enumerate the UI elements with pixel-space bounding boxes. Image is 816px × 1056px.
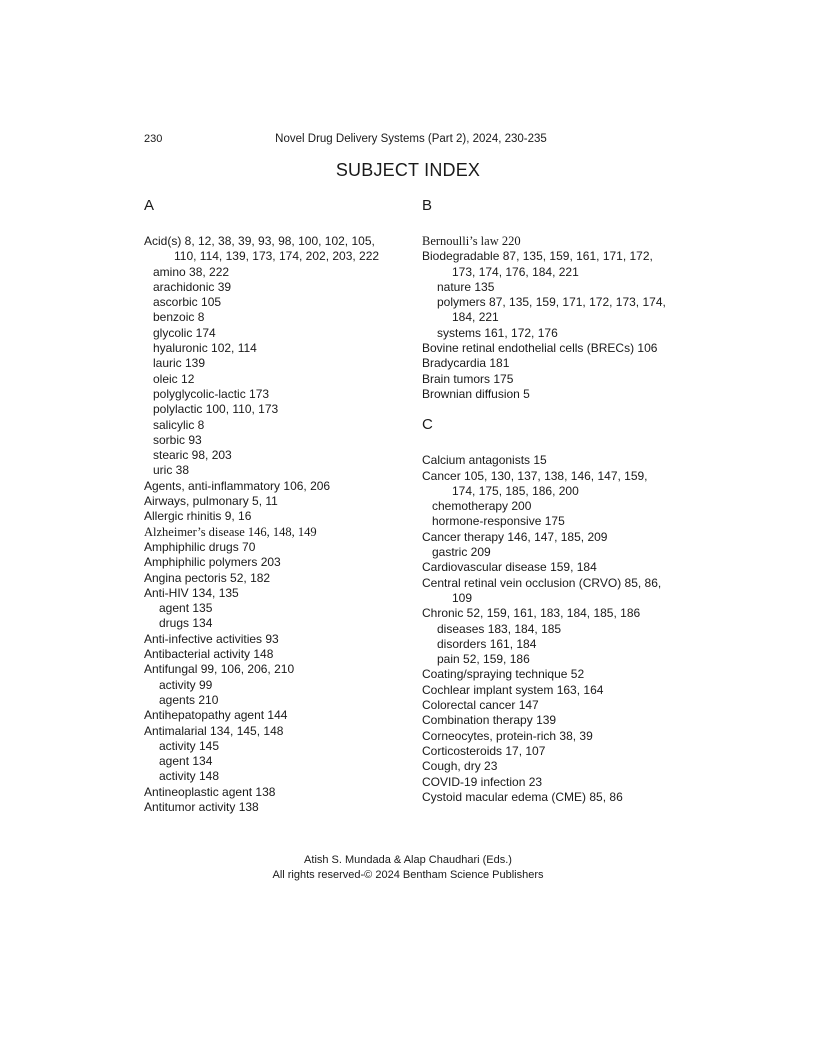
index-subentry: salicylic 8 <box>153 417 205 432</box>
index-subentry: oleic 12 <box>153 371 195 386</box>
index-subentry: glycolic 174 <box>153 325 216 340</box>
index-entry: Cough, dry 23 <box>422 759 498 774</box>
index-entry: Central retinal vein occlusion (CRVO) 85, 86, <box>422 575 662 590</box>
page-number: 230 <box>144 133 163 145</box>
index-entry-continuation: 109 <box>452 590 473 605</box>
index-subentry: systems 161, 172, 176 <box>437 325 558 340</box>
index-subentry: gastric 209 <box>432 545 491 560</box>
index-entry: Anti-infective activities 93 <box>144 631 279 646</box>
index-subentry: chemotherapy 200 <box>432 499 532 514</box>
index-subentry: sorbic 93 <box>153 432 202 447</box>
index-entry: Acid(s) 8, 12, 38, 39, 93, 98, 100, 102, 105, <box>144 234 375 248</box>
index-entry: Antineoplastic agent 138 <box>144 784 276 799</box>
index-subentry: hyaluronic 102, 114 <box>153 341 257 356</box>
index-entry: Antibacterial activity 148 <box>144 647 274 662</box>
index-subentry: amino 38, 222 <box>153 264 230 279</box>
index-entry: Biodegradable 87, 135, 159, 161, 171, 172, <box>422 249 653 264</box>
index-subentry: activity 99 <box>159 677 213 692</box>
index-subentry: stearic 98, 203 <box>153 448 232 463</box>
running-head: Novel Drug Delivery Systems (Part 2), 2024, 230-235 <box>275 133 547 145</box>
index-entry: Cystoid macular edema (CME) 85, 86 <box>422 789 623 804</box>
index-column-right <box>422 197 692 805</box>
footer-editors: Atish S. Mundada & Alap Chaudhari (Eds.) <box>304 854 512 866</box>
index-entry: Cancer 105, 130, 137, 138, 146, 147, 159, <box>422 468 648 483</box>
index-entry: Calcium antagonists 15 <box>422 453 547 468</box>
index-subentry: arachidonic 39 <box>153 279 232 294</box>
index-subentry: ascorbic 105 <box>153 295 222 310</box>
index-entry-continuation: 110, 114, 139, 173, 174, 202, 203, 222 <box>174 249 380 264</box>
index-entry-continuation: 174, 175, 185, 186, 200 <box>452 483 579 498</box>
index-subentry: hormone-responsive 175 <box>432 514 565 529</box>
index-subentry: uric 38 <box>153 463 190 478</box>
index-entry-continuation: 184, 221 <box>452 310 499 325</box>
index-entry: Combination therapy 139 <box>422 713 557 728</box>
index-subentry: agent 135 <box>159 601 213 616</box>
index-entry: Cochlear implant system 163, 164 <box>422 682 604 697</box>
index-subentry: disorders 161, 184 <box>437 636 537 651</box>
index-entry: Brownian diffusion 5 <box>422 386 530 401</box>
index-entry: Coating/spraying technique 52 <box>422 667 585 682</box>
index-subentry: polyglycolic-lactic 173 <box>153 386 270 401</box>
footer <box>0 853 816 882</box>
index-entry: Antihepatopathy agent 144 <box>144 708 288 723</box>
index-entry: Chronic 52, 159, 161, 183, 184, 185, 186 <box>422 606 641 621</box>
index-entry: Antifungal 99, 106, 206, 210 <box>144 662 295 677</box>
index-entry: Antitumor activity 138 <box>144 799 259 814</box>
section-letter-c: C <box>422 416 433 434</box>
index-entry: Bovine retinal endothelial cells (BRECs) 106 <box>422 341 658 356</box>
index-subentry: drugs 134 <box>159 616 213 631</box>
index-subentry: benzoic 8 <box>153 310 205 325</box>
index-subentry: lauric 139 <box>153 356 206 371</box>
index-subentry: polymers 87, 135, 159, 171, 172, 173, 174, <box>437 295 666 310</box>
index-entry: Amphiphilic drugs 70 <box>144 539 256 554</box>
section-letter-b: B <box>422 197 433 214</box>
index-entry: Antimalarial 134, 145, 148 <box>144 723 284 738</box>
index-subentry: diseases 183, 184, 185 <box>437 621 562 636</box>
index-entry: Agents, anti-inflammatory 106, 206 <box>144 478 331 493</box>
index-entry: Corticosteroids 17, 107 <box>422 743 546 758</box>
index-entry: Bernoulli’s law 220 <box>422 234 521 248</box>
index-entry: Corneocytes, protein-rich 38, 39 <box>422 728 593 743</box>
index-subentry: nature 135 <box>437 279 495 294</box>
index-entry: Colorectal cancer 147 <box>422 698 539 713</box>
index-subentry: agents 210 <box>159 692 219 707</box>
page-title: SUBJECT INDEX <box>335 160 481 180</box>
index-entry: Amphiphilic polymers 203 <box>144 555 281 570</box>
footer-rights: All rights reserved-© 2024 Bentham Science Publishers <box>272 868 544 881</box>
index-column-left <box>144 197 414 815</box>
index-subentry: polylactic 100, 110, 173 <box>153 402 279 417</box>
index-subentry: agent 134 <box>159 754 213 769</box>
section-letter-a: A <box>144 197 155 214</box>
index-entry: Cardiovascular disease 159, 184 <box>422 560 597 575</box>
index-entry: Airways, pulmonary 5, 11 <box>144 494 278 509</box>
index-entry: Bradycardia 181 <box>422 356 510 371</box>
index-entry: Allergic rhinitis 9, 16 <box>144 509 252 524</box>
index-subentry: activity 148 <box>159 769 220 784</box>
index-entry: Brain tumors 175 <box>422 371 514 386</box>
index-subentry: pain 52, 159, 186 <box>437 652 530 667</box>
index-entry: Cancer therapy 146, 147, 185, 209 <box>422 529 608 544</box>
index-entry: Angina pectoris 52, 182 <box>144 570 271 585</box>
index-entry: Anti-HIV 134, 135 <box>144 585 239 600</box>
index-subentry: activity 145 <box>159 738 220 753</box>
index-entry: Alzheimer’s disease 146, 148, 149 <box>144 524 317 539</box>
index-entry-continuation: 173, 174, 176, 184, 221 <box>452 264 579 279</box>
index-entry: COVID-19 infection 23 <box>422 774 543 789</box>
